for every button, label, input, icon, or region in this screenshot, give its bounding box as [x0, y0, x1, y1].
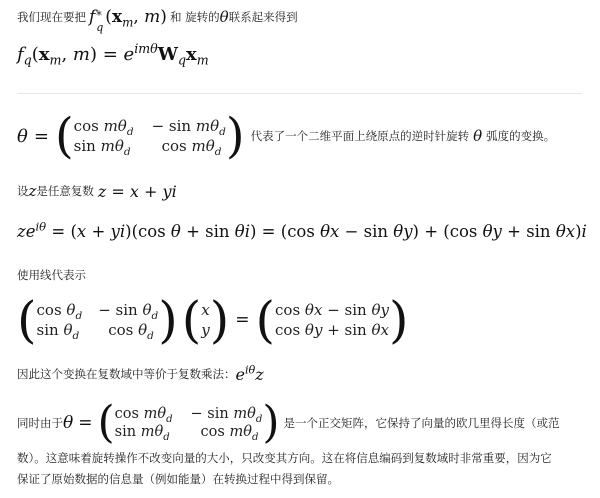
rotation-matrix-d: $\cos \theta_d$ − $\sin \theta_d$ $\sin \theta_d$ $\cos \theta_d$ [36, 301, 159, 342]
orthogonal-line: 同时由于 θ = ( $\cos m\theta_d$ − $\sin m\theta_d$ $\sin m\theta_d$ $\cos m\theta_d$ ) 是一个正交矩阵，它保持了向量的欧几里得长度（或范 [17, 397, 560, 448]
intro-text-middle: 和 旋转的 [169, 10, 220, 24]
theta-desc: 代表了一个二维平面上绕原点的逆时针旋转 [250, 129, 470, 143]
ortho-prefix: 同时由于 [17, 416, 63, 430]
intro-line [17, 4, 298, 34]
matrix-vector-equation: ( $\cos \theta_d$ − $\sin \theta_d$ $\sin \theta_d$ $\cos \theta_d$ ) ( x y ) = ( cos θx − sin θy cos θy + sin θx ) [17, 291, 409, 349]
theta-desc-2: 弧度的变换。 [486, 129, 556, 143]
let-z-prefix: 设 [17, 184, 29, 198]
linear-label: 使用线代表示 [17, 268, 86, 282]
equivalence-line [17, 363, 264, 385]
theta-matrix-line: θ = ( $\cos m\theta_d$ − $\sin m\theta_d$ $\sin m\theta_d$ $\cos m\theta_d$ ) 代表了一个二维平面上绕原点的逆时针旋转 θ 弧度的变换。 [17, 108, 556, 164]
let-z-line: 设 z 是任意复数 z = x + yi [17, 181, 177, 201]
theta-symbol: θ [17, 125, 28, 147]
ortho-suffix: 是一个正交矩阵，它保持了向量的欧几里得长度（或范 [283, 416, 560, 430]
intro-text-before: 我们现在要把 [17, 10, 86, 24]
rotation-matrix-m: $\cos m\theta_d$ − $\sin m\theta_d$ $\sin m\theta_d$ $\cos m\theta_d$ [73, 117, 226, 158]
equivalence-text: 因此这个变换在复数域中等价于复数乘法： [17, 367, 236, 381]
e-itheta-z: $e^{i\theta}z$ [235, 363, 264, 384]
section-divider [17, 93, 582, 94]
let-z-mid: 是任意复数 [36, 184, 94, 198]
rotation-matrix-m-2: $\cos m\theta_d$ − $\sin m\theta_d$ $\sin m\theta_d$ $\cos m\theta_d$ [114, 406, 263, 443]
inline-fq-star-formula: f * q ($x_m$, m) [89, 7, 167, 34]
vector-xy: x y [201, 301, 210, 339]
z-def-formula: z = x + yi [97, 181, 177, 201]
z-e-itheta-expansion: $ze^{i\theta} = (x + yi)(\cos$ θ + sin θi) = (cos θx − sin θy) + (cos θy + sin θx)i [17, 219, 587, 241]
final-paragraph-line-1: 数）。这意味着旋转操作不改变向量的大小，只改变其方向。这在将信息编码到复数域时非常重要，因为它 [17, 451, 552, 465]
intro-text-after: 联系起来得到 [228, 10, 298, 24]
inline-theta: θ [219, 8, 229, 26]
final-paragraph-line-2: 保证了原始数据的信息量（例如能量）在转换过程中得到保留。 [17, 472, 339, 486]
formula-fq: $f_q(x_m$, $m) = e^{im\theta}W_qx_m$ [17, 41, 209, 68]
result-vector: cos θx − sin θy cos θy + sin θx [275, 301, 389, 339]
